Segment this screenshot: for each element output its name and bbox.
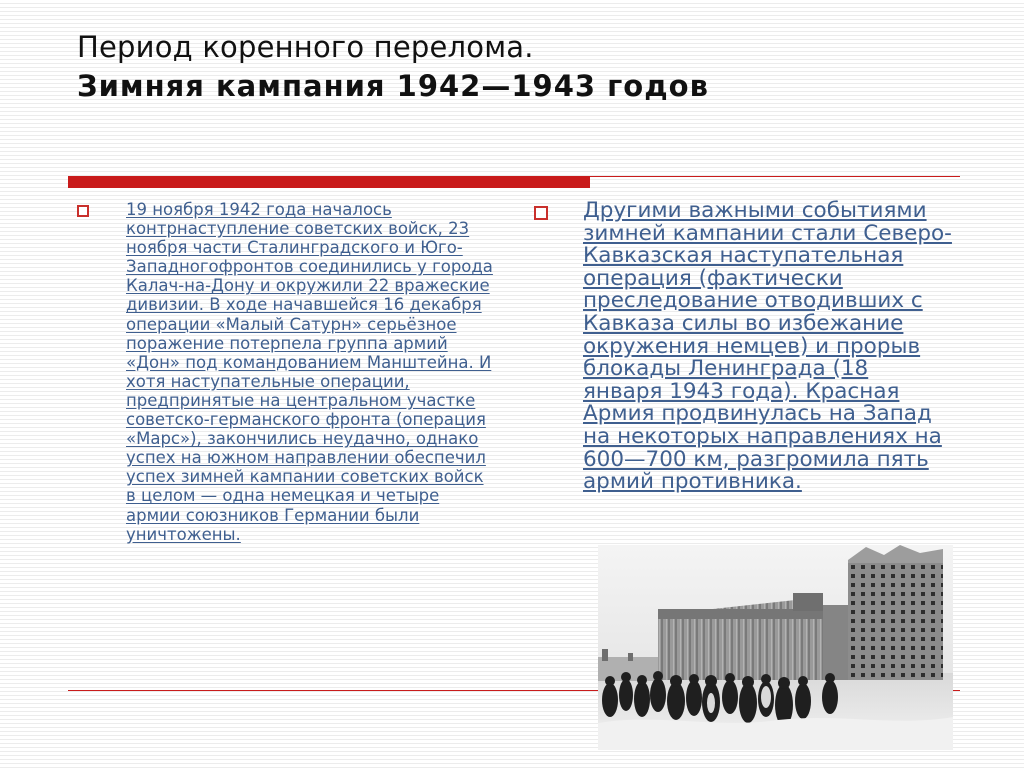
bullet-right-link-text[interactable]: Другими важными событиями зимней кампании стали Северо-Кавказская наступательная операция (фактически преследование отводивших с Кавказа силы во избежание окружения немцев) и прорыв блокады Ленинграда (18 января 1943 года). Красная Армия продвинулась на Запад на некоторых направлениях на 600—700 км, разгромила пять армий противника. — [583, 198, 952, 495]
title-line-1: Период коренного перелома. — [77, 30, 534, 64]
stalingrad-grain-elevator-photo — [598, 545, 953, 750]
accent-divider-bar — [68, 176, 590, 188]
hollow-square-bullet-icon — [534, 206, 548, 220]
bullet-left-link-text[interactable]: 19 ноября 1942 года началось контрнаступление советских войск, 23 ноября части Сталинградского и Юго-Западногофронтов соединились у города Калач-на-Дону и окружили 22 вражеские дивизии. В ходе начавшейся 16 декабря операции «Малый Сатурн» серьёзное поражение потерпела группа армий «Дон» под командованием Манштейна. И хотя наступательные операции, предпринятые на центральном участке советско-германского фронта (операция «Марс»), закончились неудачно, однако успех на южном направлении обеспечил успех зимней кампании советских войск в целом — одна немецкая и четыре армии союзников Германии были уничтожены. — [126, 200, 493, 544]
slide-title — [77, 28, 977, 106]
hollow-square-bullet-icon — [77, 205, 89, 217]
title-line-2: Зимняя кампания 1942—1943 годов — [77, 69, 709, 103]
